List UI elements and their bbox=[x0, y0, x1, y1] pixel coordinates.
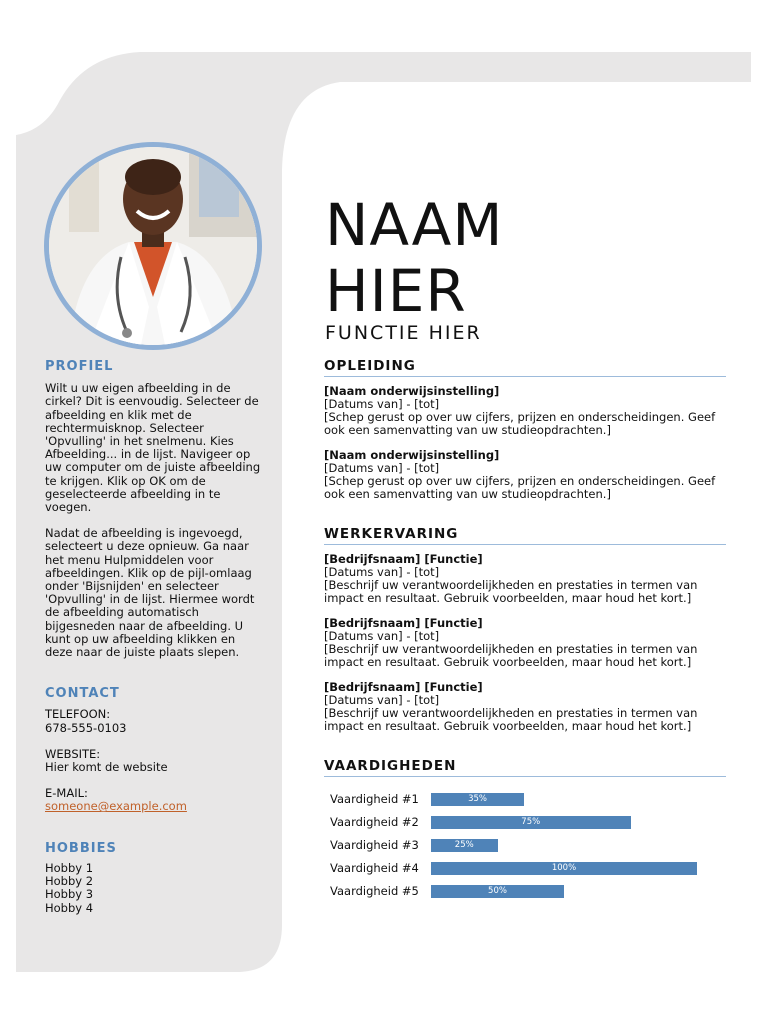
hobbies-heading: HOBBIES bbox=[45, 840, 117, 856]
skill-label: Vaardigheid #5 bbox=[330, 884, 419, 898]
skill-value-label: 50% bbox=[488, 886, 507, 896]
skill-label: Vaardigheid #1 bbox=[330, 792, 419, 806]
hobby-item[interactable]: Hobby 1 bbox=[45, 860, 94, 875]
skill-value-label: 25% bbox=[454, 840, 474, 850]
skill-bar bbox=[431, 862, 697, 875]
experience-section bbox=[324, 528, 726, 733]
skill-row[interactable] bbox=[330, 861, 730, 875]
entry-desc: [Beschrijf uw verantwoordelijkheden en prestaties in termen van bbox=[324, 642, 698, 656]
hobby-item[interactable]: Hobby 3 bbox=[45, 887, 94, 902]
education-section bbox=[324, 360, 726, 501]
name-line-1: NAAM bbox=[325, 191, 504, 259]
entry-desc: impact en resultaat. Gebruik voorbeelden, maar houd het kort.] bbox=[324, 591, 692, 605]
skill-row[interactable] bbox=[330, 884, 730, 898]
phone-value[interactable]: 678-555-0103 bbox=[45, 720, 127, 735]
profile-heading: PROFIEL bbox=[45, 359, 114, 374]
hobby-item[interactable]: Hobby 2 bbox=[45, 874, 94, 889]
phone-label: TELEFOON: bbox=[45, 707, 111, 722]
entry-dates: [Datums van] - [tot] bbox=[324, 565, 440, 579]
entry-title: [Bedrijfsnaam] [Functie] bbox=[324, 616, 483, 630]
skills-heading: VAARDIGHEDEN bbox=[324, 760, 726, 777]
experience-entry[interactable] bbox=[324, 553, 726, 605]
contact-heading: CONTACT bbox=[45, 686, 120, 702]
skill-label: Vaardigheid #4 bbox=[330, 861, 419, 875]
entry-desc: [Schep gerust op over uw cijfers, prijzen en onderscheidingen. Geef bbox=[324, 474, 716, 488]
entry-desc: impact en resultaat. Gebruik voorbeelden, maar houd het kort.] bbox=[324, 655, 692, 669]
entry-desc: [Beschrijf uw verantwoordelijkheden en prestaties in termen van bbox=[324, 578, 698, 592]
job-title[interactable]: FUNCTIE HIER bbox=[325, 322, 482, 344]
skill-row[interactable] bbox=[330, 838, 730, 852]
email-label: E-MAIL: bbox=[45, 786, 88, 801]
entry-title: [Naam onderwijsinstelling] bbox=[324, 384, 500, 398]
entry-desc: [Schep gerust op over uw cijfers, prijzen en onderscheidingen. Geef bbox=[324, 410, 716, 424]
entry-dates: [Datums van] - [tot] bbox=[324, 397, 440, 411]
skill-value-label: 100% bbox=[551, 863, 577, 873]
website-value[interactable]: Hier komt de website bbox=[45, 760, 168, 775]
education-entry[interactable] bbox=[324, 449, 726, 501]
skill-bar bbox=[431, 885, 564, 898]
skill-value-label: 75% bbox=[521, 817, 541, 827]
skills-section bbox=[324, 760, 726, 777]
skill-value-label: 35% bbox=[468, 794, 487, 804]
skill-label: Vaardigheid #2 bbox=[330, 815, 419, 829]
experience-entry[interactable] bbox=[324, 617, 726, 669]
hobbies-list bbox=[45, 862, 270, 915]
profile-photo[interactable] bbox=[44, 142, 262, 350]
education-entry[interactable] bbox=[324, 385, 726, 437]
sidebar bbox=[45, 360, 270, 915]
website-label: WEBSITE: bbox=[45, 746, 101, 761]
skill-row[interactable] bbox=[330, 792, 730, 806]
entry-desc: ook een samenvatting van uw studieopdrachten.] bbox=[324, 423, 611, 437]
entry-dates: [Datums van] - [tot] bbox=[324, 693, 440, 707]
doctor-portrait-image bbox=[49, 147, 257, 345]
name-line-2: HIER bbox=[325, 257, 467, 325]
experience-entry[interactable] bbox=[324, 681, 726, 733]
entry-title: [Bedrijfsnaam] [Functie] bbox=[324, 680, 483, 694]
skill-bar bbox=[431, 793, 524, 806]
entry-title: [Naam onderwijsinstelling] bbox=[324, 448, 500, 462]
skill-label: Vaardigheid #3 bbox=[330, 838, 419, 852]
entry-title: [Bedrijfsnaam] [Functie] bbox=[324, 552, 483, 566]
hobby-item[interactable]: Hobby 4 bbox=[45, 900, 94, 915]
profile-paragraph-2[interactable]: Nadat de afbeelding is ingevoegd, selecteert u deze opnieuw. Ga naar het menu Hulpmiddelen voor afbeeldingen. Klik op de pijl-omlaag onder 'Bijsnijden' en selecteer 'Opvulling' in de lijst. Hiermee wordt de afbeelding automatisch bijgesneden naar de afbeelding. U kunt op uw afbeelding klikken en deze naar de juiste plaats slepen. bbox=[45, 526, 255, 660]
entry-desc: ook een samenvatting van uw studieopdrachten.] bbox=[324, 487, 611, 501]
entry-desc: [Beschrijf uw verantwoordelijkheden en prestaties in termen van bbox=[324, 706, 698, 720]
education-heading: OPLEIDING bbox=[324, 360, 726, 377]
entry-dates: [Datums van] - [tot] bbox=[324, 629, 440, 643]
profile-paragraph-1[interactable]: Wilt u uw eigen afbeelding in de cirkel? Dit is eenvoudig. Selecteer de afbeelding en klik met de rechtermuisknop. Selecteer 'Opvulling' in het snelmenu. Kies Afbeelding... in de lijst. Navigeer op uw computer om de juiste afbeelding te krijgen. Klik op OK om de geselecteerde afbeelding in te voegen. bbox=[45, 381, 261, 515]
skill-bar bbox=[431, 839, 498, 852]
entry-desc: impact en resultaat. Gebruik voorbeelden, maar houd het kort.] bbox=[324, 719, 692, 733]
skill-bar bbox=[431, 816, 631, 829]
experience-heading: WERKERVARING bbox=[324, 528, 726, 545]
entry-dates: [Datums van] - [tot] bbox=[324, 461, 440, 475]
skill-row[interactable] bbox=[330, 815, 730, 829]
email-link[interactable]: someone@example.com bbox=[45, 799, 187, 814]
resume-name[interactable] bbox=[325, 192, 503, 324]
